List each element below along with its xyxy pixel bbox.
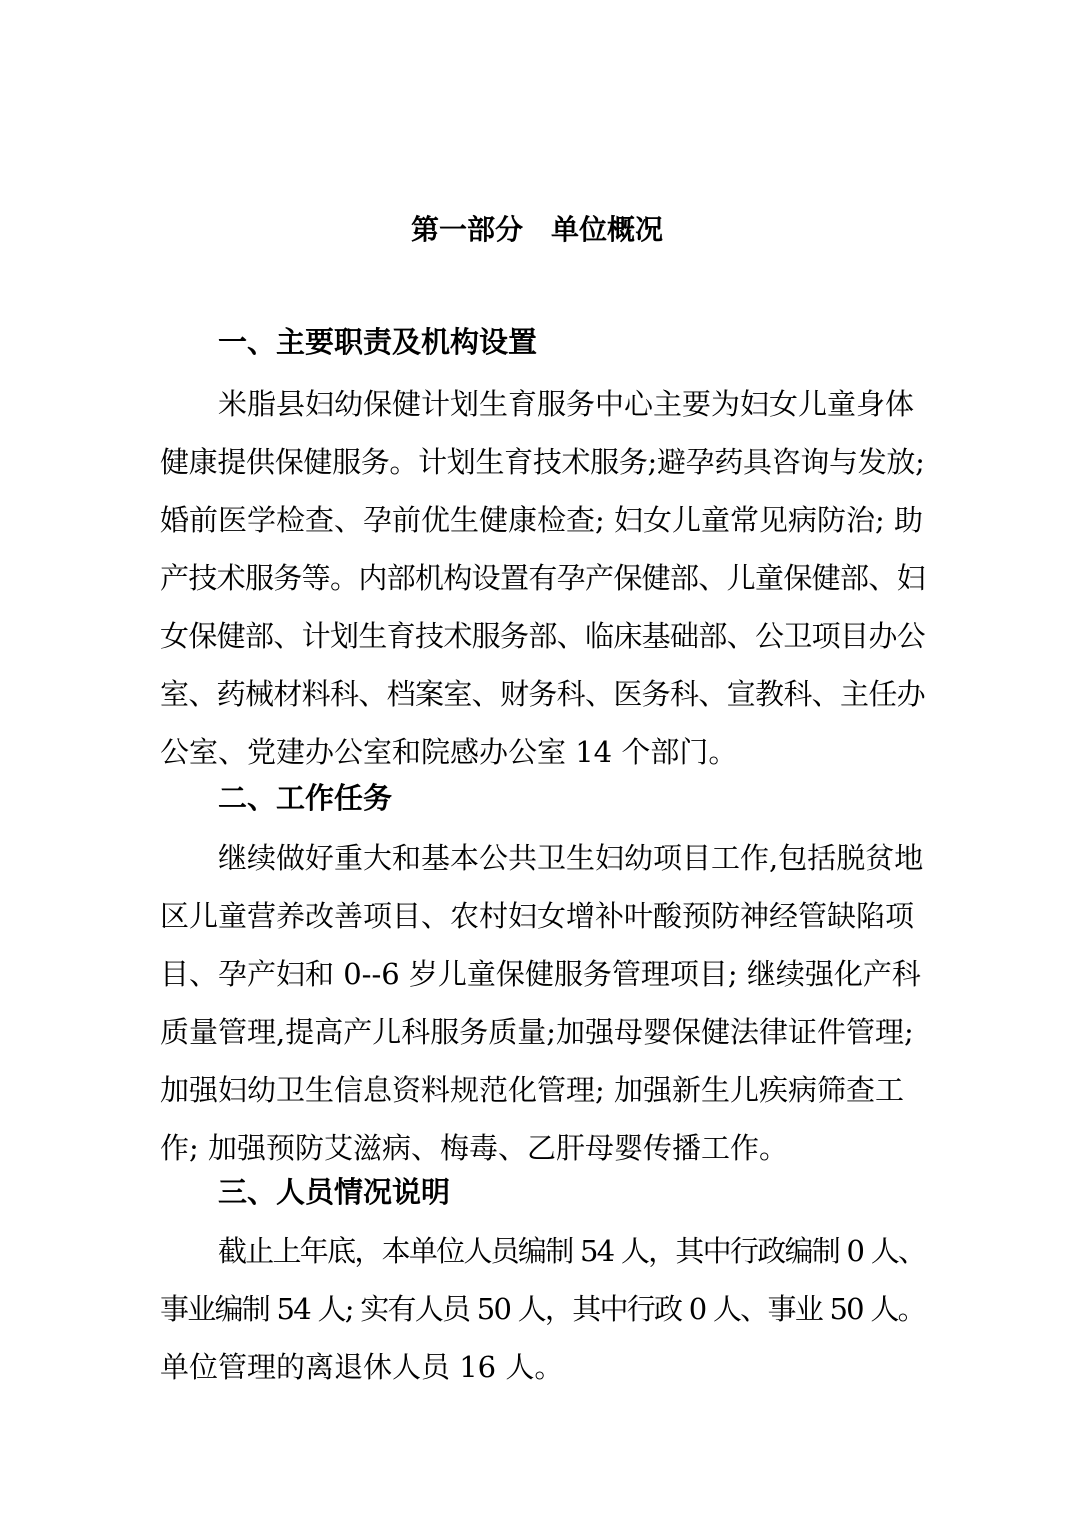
paragraph-line: 女保健部、计划生育技术服务部、临床基础部、公卫项目办公 [160,619,926,653]
section-heading-tasks: 二、工作任务 [218,781,393,815]
paragraph-line: 区儿童营养改善项目、农村妇女增补叶酸预防神经管缺陷项 [160,899,915,933]
paragraph-line: 公室、党建办公室和院感办公室 14 个部门。 [160,735,738,769]
page-title: 第一部分 单位概况 [410,213,663,246]
paragraph-line: 作; 加强预防艾滋病、梅毒、乙肝母婴传播工作。 [160,1131,788,1165]
section-body-tasks [160,829,925,1177]
paragraph-line: 婚前医学检查、孕前优生健康检查; 妇女儿童常见病防治; 助 [160,503,923,537]
paragraph-line: 事业编制 54 人; 实有人员 50 人，其中行政 0 人、事业 50 人。 [160,1292,925,1326]
paragraph-line: 截止上年底，本单位人员编制 54 人，其中行政编制 0 人、 [218,1234,926,1268]
paragraph-line: 米脂县妇幼保健计划生育服务中心主要为妇女儿童身体 [218,387,915,421]
paragraph-line: 单位管理的离退休人员 16 人。 [160,1350,564,1384]
section-body-duties [160,375,925,781]
paragraph-line: 加强妇幼卫生信息资料规范化管理; 加强新生儿疾病筛查工 [160,1073,904,1107]
paragraph-line: 目、孕产妇和 0--6 岁儿童保健服务管理项目; 继续强化产科 [160,957,921,991]
paragraph-line: 产技术服务等。内部机构设置有孕产保健部、儿童保健部、妇 [160,561,926,595]
paragraph-line: 继续做好重大和基本公共卫生妇幼项目工作,包括脱贫地 [218,841,924,875]
paragraph-line: 健康提供保健服务。计划生育技术服务;避孕药具咨询与发放; [160,445,925,479]
paragraph-line: 质量管理,提高产儿科服务质量;加强母婴保健法律证件管理; [160,1015,914,1049]
paragraph-line: 室、药械材料科、档案室、财务科、医务科、宣教科、主任办 [160,677,926,711]
section-heading-staff: 三、人员情况说明 [218,1175,451,1209]
section-heading-duties: 一、主要职责及机构设置 [218,325,538,359]
section-body-staff [160,1222,925,1396]
